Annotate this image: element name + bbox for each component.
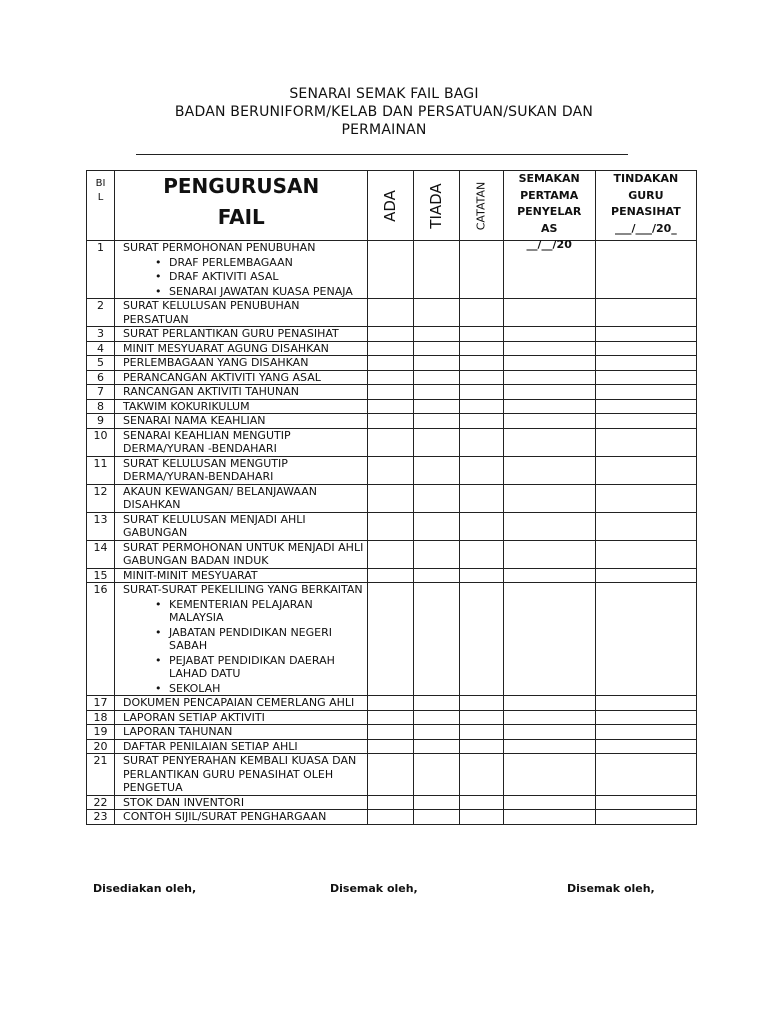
row-item xyxy=(115,568,368,583)
table-row xyxy=(87,568,697,583)
semakan-cell[interactable] xyxy=(503,299,595,327)
row-item-text: SURAT PENYERAHAN KEMBALI KUASA DAN PERLANTIKAN GURU PENASIHAT OLEH PENGETUA xyxy=(123,754,357,794)
semakan-cell[interactable] xyxy=(503,710,595,725)
sub-item: • PEJABAT PENDIDIKAN DAERAH LAHAD DATU xyxy=(155,654,367,681)
tindakan-cell[interactable] xyxy=(595,327,696,342)
semakan-cell[interactable] xyxy=(503,540,595,568)
semakan-cell[interactable] xyxy=(503,327,595,342)
row-item xyxy=(115,810,368,825)
semakan-cell[interactable] xyxy=(503,341,595,356)
row-number: 22 xyxy=(87,795,115,810)
ada-cell[interactable] xyxy=(368,456,413,484)
row-item-text: DOKUMEN PENCAPAIAN CEMERLANG AHLI xyxy=(123,696,355,709)
semakan-cell[interactable] xyxy=(503,795,595,810)
tindakan-cell[interactable] xyxy=(595,739,696,754)
row-number: 18 xyxy=(87,710,115,725)
tindakan-cell[interactable] xyxy=(595,414,696,429)
row-number: 12 xyxy=(87,484,115,512)
table-row xyxy=(87,795,697,810)
tindakan-cell[interactable] xyxy=(595,385,696,400)
tindakan-cell[interactable] xyxy=(595,710,696,725)
row-item-text: STOK DAN INVENTORI xyxy=(123,795,245,809)
checked-by-label-2: Disemak oleh, xyxy=(567,882,655,895)
ada-cell[interactable] xyxy=(368,299,413,327)
row-item-text: SURAT KELULUSAN MENGUTIP DERMA/YURAN-BENDAHARI xyxy=(123,456,288,483)
row-item xyxy=(115,414,368,429)
ada-cell[interactable] xyxy=(368,540,413,568)
semakan-cell[interactable] xyxy=(503,512,595,540)
tiada-cell[interactable] xyxy=(413,299,459,327)
row-item-text: SENARAI KEAHLIAN MENGUTIP DERMA/YURAN -BENDAHARI xyxy=(123,428,291,455)
tiada-cell[interactable] xyxy=(413,810,459,825)
catatan-cell[interactable] xyxy=(459,456,503,484)
catatan-cell[interactable] xyxy=(459,583,503,696)
semakan-cell[interactable] xyxy=(503,456,595,484)
tindakan-cell[interactable] xyxy=(595,754,696,796)
semakan-cell[interactable] xyxy=(503,739,595,754)
row-number: 13 xyxy=(87,512,115,540)
row-item xyxy=(115,583,368,696)
row-item-text: SURAT PERMOHONAN PENUBUHAN xyxy=(123,241,316,254)
semakan-cell[interactable] xyxy=(503,583,595,696)
row-item-text: TAKWIM KOKURIKULUM xyxy=(123,399,250,413)
table-row xyxy=(87,725,697,740)
table-row xyxy=(87,356,697,371)
table-row xyxy=(87,399,697,414)
row-item-text: PERLEMBAGAAN YANG DISAHKAN xyxy=(123,356,309,369)
row-item-text: SURAT PERMOHONAN UNTUK MENJADI AHLI GABUNGAN BADAN INDUK xyxy=(123,540,364,567)
row-item-text: RANCANGAN AKTIVITI TAHUNAN xyxy=(123,385,299,398)
row-item xyxy=(115,484,368,512)
row-item xyxy=(115,341,368,356)
col-main xyxy=(115,171,368,241)
sub-item-list xyxy=(123,598,367,696)
row-item xyxy=(115,456,368,484)
semakan-cell[interactable] xyxy=(503,696,595,711)
row-item xyxy=(115,327,368,342)
col-main-label: PENGURUSAN FAIL xyxy=(163,174,320,229)
ada-cell[interactable] xyxy=(368,583,413,696)
semakan-cell[interactable] xyxy=(503,385,595,400)
col-catatan xyxy=(459,171,503,241)
semakan-cell[interactable] xyxy=(503,754,595,796)
row-number: 8 xyxy=(87,399,115,414)
tiada-cell[interactable] xyxy=(413,399,459,414)
title-underline xyxy=(136,154,628,155)
tiada-cell[interactable] xyxy=(413,241,459,299)
catatan-cell[interactable] xyxy=(459,341,503,356)
tiada-cell[interactable] xyxy=(413,583,459,696)
table-row xyxy=(87,370,697,385)
table-row xyxy=(87,754,697,796)
row-item xyxy=(115,725,368,740)
ada-cell[interactable] xyxy=(368,327,413,342)
col-semakan xyxy=(503,171,595,251)
row-number: 2 xyxy=(87,299,115,327)
tiada-cell[interactable] xyxy=(413,484,459,512)
row-number: 16 xyxy=(87,583,115,696)
row-item-text: SURAT KELULUSAN PENUBUHAN PERSATUAN xyxy=(123,299,300,326)
row-number: 19 xyxy=(87,725,115,740)
table-row xyxy=(87,512,697,540)
tindakan-cell[interactable] xyxy=(595,540,696,568)
table-row xyxy=(87,540,697,568)
catatan-cell[interactable] xyxy=(459,428,503,456)
tiada-cell[interactable] xyxy=(413,540,459,568)
ada-cell[interactable] xyxy=(368,710,413,725)
doc-title-line-2: BADAN BERUNIFORM/KELAB DAN PERSATUAN/SUKAN DAN xyxy=(174,104,594,120)
ada-cell[interactable] xyxy=(368,370,413,385)
catatan-cell[interactable] xyxy=(459,414,503,429)
tiada-cell[interactable] xyxy=(413,456,459,484)
row-number: 6 xyxy=(87,370,115,385)
table-row xyxy=(87,583,697,696)
ada-cell[interactable] xyxy=(368,512,413,540)
row-number: 1 xyxy=(87,241,115,299)
row-number: 5 xyxy=(87,356,115,371)
table-row xyxy=(87,810,697,825)
ada-cell[interactable] xyxy=(368,795,413,810)
semakan-cell[interactable] xyxy=(503,370,595,385)
row-item-text: AKAUN KEWANGAN/ BELANJAWAAN DISAHKAN xyxy=(123,484,318,511)
row-item-text: SURAT PERLANTIKAN GURU PENASIHAT xyxy=(123,327,339,340)
tindakan-cell[interactable] xyxy=(595,456,696,484)
tindakan-cell[interactable] xyxy=(595,810,696,825)
row-number: 10 xyxy=(87,428,115,456)
row-item-text: SENARAI NAMA KEAHLIAN xyxy=(123,414,266,427)
col-ada-label: ADA xyxy=(381,189,400,222)
doc-title-line-1: SENARAI SEMAK FAIL BAGI xyxy=(289,86,479,102)
ada-cell[interactable] xyxy=(368,341,413,356)
tindakan-cell[interactable] xyxy=(595,356,696,371)
header-row xyxy=(87,171,697,241)
tiada-cell[interactable] xyxy=(413,370,459,385)
ada-cell[interactable] xyxy=(368,810,413,825)
ada-cell[interactable] xyxy=(368,241,413,299)
col-bil xyxy=(87,171,115,241)
col-tindakan xyxy=(595,171,696,241)
row-item xyxy=(115,399,368,414)
table-row xyxy=(87,484,697,512)
checked-by-label-1: Disemak oleh, xyxy=(330,882,418,895)
row-number: 7 xyxy=(87,385,115,400)
semakan-cell[interactable] xyxy=(503,810,595,825)
tiada-cell[interactable] xyxy=(413,385,459,400)
semakan-cell[interactable] xyxy=(503,356,595,371)
catatan-cell[interactable] xyxy=(459,795,503,810)
row-item-text: LAPORAN TAHUNAN xyxy=(123,725,233,738)
catatan-cell[interactable] xyxy=(459,356,503,371)
catatan-cell[interactable] xyxy=(459,327,503,342)
row-number: 4 xyxy=(87,341,115,356)
tiada-cell[interactable] xyxy=(413,428,459,456)
row-number: 9 xyxy=(87,414,115,429)
col-tiada-label: TIADA xyxy=(427,182,446,229)
tindakan-cell[interactable] xyxy=(595,583,696,696)
row-number: 21 xyxy=(87,754,115,796)
tiada-cell[interactable] xyxy=(413,414,459,429)
row-item-text: PERANCANGAN AKTIVITI YANG ASAL xyxy=(123,370,321,384)
tindakan-cell[interactable] xyxy=(595,428,696,456)
row-item xyxy=(115,370,368,385)
catatan-cell[interactable] xyxy=(459,754,503,796)
tiada-cell[interactable] xyxy=(413,710,459,725)
ada-cell[interactable] xyxy=(368,414,413,429)
catatan-cell[interactable] xyxy=(459,568,503,583)
semakan-cell[interactable] xyxy=(503,428,595,456)
table-row xyxy=(87,327,697,342)
catatan-cell[interactable] xyxy=(459,385,503,400)
semakan-cell[interactable] xyxy=(503,399,595,414)
ada-cell[interactable] xyxy=(368,484,413,512)
row-item xyxy=(115,385,368,400)
row-item xyxy=(115,241,368,299)
ada-cell[interactable] xyxy=(368,385,413,400)
ada-cell[interactable] xyxy=(368,754,413,796)
col-catatan-label: CATATAN xyxy=(474,181,488,230)
tiada-cell[interactable] xyxy=(413,568,459,583)
tindakan-cell[interactable] xyxy=(595,795,696,810)
tiada-cell[interactable] xyxy=(413,356,459,371)
row-item xyxy=(115,696,368,711)
row-item xyxy=(115,795,368,810)
row-item-text: MINIT MESYUARAT AGUNG DISAHKAN xyxy=(123,341,329,355)
row-number: 20 xyxy=(87,739,115,754)
col-tindakan-label: TINDAKAN GURU PENASIHAT ___/___/20_ xyxy=(611,172,681,235)
tiada-cell[interactable] xyxy=(413,696,459,711)
row-item-text: LAPORAN SETIAP AKTIVITI xyxy=(123,710,265,724)
ada-cell[interactable] xyxy=(368,725,413,740)
row-number: 3 xyxy=(87,327,115,342)
sub-item: • DRAF PERLEMBAGAAN xyxy=(155,256,367,270)
checklist-table xyxy=(86,170,697,825)
row-item xyxy=(115,540,368,568)
semakan-cell[interactable] xyxy=(503,725,595,740)
table-row xyxy=(87,710,697,725)
tindakan-cell[interactable] xyxy=(595,725,696,740)
row-number: 14 xyxy=(87,540,115,568)
tiada-cell[interactable] xyxy=(413,341,459,356)
catatan-cell[interactable] xyxy=(459,512,503,540)
doc-title-line-3: PERMAINAN xyxy=(341,122,427,138)
table-row xyxy=(87,299,697,327)
tiada-cell[interactable] xyxy=(413,754,459,796)
ada-cell[interactable] xyxy=(368,568,413,583)
sub-item: • JABATAN PENDIDIKAN NEGERI SABAH xyxy=(155,626,367,653)
row-item xyxy=(115,428,368,456)
catatan-cell[interactable] xyxy=(459,540,503,568)
semakan-cell[interactable] xyxy=(503,568,595,583)
tindakan-cell[interactable] xyxy=(595,484,696,512)
sub-item-list xyxy=(123,256,367,299)
table-row xyxy=(87,241,697,299)
tindakan-cell[interactable] xyxy=(595,399,696,414)
table-row xyxy=(87,385,697,400)
row-item-text: CONTOH SIJIL/SURAT PENGHARGAAN xyxy=(123,810,327,823)
tiada-cell[interactable] xyxy=(413,795,459,810)
tiada-cell[interactable] xyxy=(413,512,459,540)
row-item xyxy=(115,356,368,371)
row-number: 15 xyxy=(87,568,115,583)
table-row xyxy=(87,456,697,484)
catatan-cell[interactable] xyxy=(459,370,503,385)
row-item xyxy=(115,754,368,796)
catatan-cell[interactable] xyxy=(459,241,503,299)
row-number: 23 xyxy=(87,810,115,825)
row-item xyxy=(115,299,368,327)
tindakan-cell[interactable] xyxy=(595,568,696,583)
catatan-cell[interactable] xyxy=(459,710,503,725)
sub-item: • SENARAI JAWATAN KUASA PENAJA xyxy=(155,285,367,299)
row-number: 11 xyxy=(87,456,115,484)
tiada-cell[interactable] xyxy=(413,725,459,740)
catatan-cell[interactable] xyxy=(459,696,503,711)
col-semakan-label: SEMAKAN PERTAMA PENYELAR AS __/__/20 xyxy=(517,172,582,251)
ada-cell[interactable] xyxy=(368,739,413,754)
prepared-by-label: Disediakan oleh, xyxy=(93,882,197,895)
table-row xyxy=(87,414,697,429)
row-item-text: MINIT-MINIT MESYUARAT xyxy=(123,568,258,582)
table-row xyxy=(87,341,697,356)
catatan-cell[interactable] xyxy=(459,399,503,414)
checklist-body xyxy=(87,241,697,825)
col-bil-label: BI L xyxy=(95,178,106,203)
tindakan-cell[interactable] xyxy=(595,341,696,356)
table-row xyxy=(87,696,697,711)
ada-cell[interactable] xyxy=(368,428,413,456)
catatan-cell[interactable] xyxy=(459,299,503,327)
catatan-cell[interactable] xyxy=(459,484,503,512)
semakan-cell[interactable] xyxy=(503,414,595,429)
ada-cell[interactable] xyxy=(368,696,413,711)
sub-item: • DRAF AKTIVITI ASAL xyxy=(155,270,367,284)
row-item xyxy=(115,739,368,754)
row-item-text: DAFTAR PENILAIAN SETIAP AHLI xyxy=(123,739,298,753)
col-ada xyxy=(368,171,413,241)
tindakan-cell[interactable] xyxy=(595,299,696,327)
col-tiada xyxy=(413,171,459,241)
sub-item: • KEMENTERIAN PELAJARAN MALAYSIA xyxy=(155,598,367,625)
catatan-cell[interactable] xyxy=(459,725,503,740)
catatan-cell[interactable] xyxy=(459,810,503,825)
table-row xyxy=(87,428,697,456)
row-item xyxy=(115,710,368,725)
tindakan-cell[interactable] xyxy=(595,512,696,540)
ada-cell[interactable] xyxy=(368,356,413,371)
tiada-cell[interactable] xyxy=(413,327,459,342)
table-row xyxy=(87,739,697,754)
tindakan-cell[interactable] xyxy=(595,241,696,299)
row-item-text: SURAT-SURAT PEKELILING YANG BERKAITAN xyxy=(123,583,363,596)
row-item-text: SURAT KELULUSAN MENJADI AHLI GABUNGAN xyxy=(123,512,306,539)
sub-item: • SEKOLAH xyxy=(155,682,367,696)
row-number: 17 xyxy=(87,696,115,711)
row-item xyxy=(115,512,368,540)
tindakan-cell[interactable] xyxy=(595,696,696,711)
ada-cell[interactable] xyxy=(368,399,413,414)
tindakan-cell[interactable] xyxy=(595,370,696,385)
catatan-cell[interactable] xyxy=(459,739,503,754)
tiada-cell[interactable] xyxy=(413,739,459,754)
semakan-cell[interactable] xyxy=(503,484,595,512)
